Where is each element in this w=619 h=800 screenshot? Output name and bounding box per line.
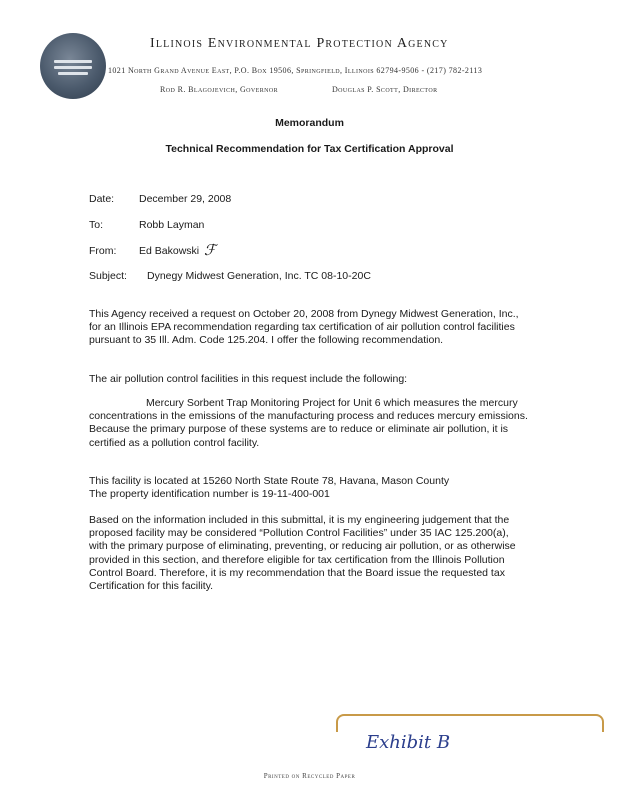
intro-paragraph: This Agency received a request on October 20, 2008 from Dynegy Midwest Generation, Inc., for an Illinois EPA recommendation regarding tax certification of air pollution control facilities pursuant to 35 Ill. Adm. Code 125.204. I offer the following recommendation. [89, 308, 519, 347]
recycled-paper-note: Printed on Recycled Paper [263, 772, 356, 780]
from-value: Ed Bakowski [139, 245, 200, 257]
exhibit-label: Exhibit B [366, 732, 451, 753]
to-label: To: [89, 219, 104, 231]
governor-name: Rod R. Blagojevich, Governor [160, 85, 278, 94]
date-value: December 29, 2008 [139, 193, 232, 205]
to-value: Robb Layman [139, 219, 205, 231]
facility-location: This facility is located at 15260 North State Route 78, Havana, Mason County [89, 475, 450, 487]
date-label: Date: [89, 193, 115, 205]
agency-address: 1021 North Grand Avenue East, P.O. Box 19506, Springfield, Illinois 62794-9506 - (217) 782-2113 [108, 66, 483, 75]
property-id: The property identification number is 19-11-400-001 [89, 488, 330, 500]
memo-subheading: Technical Recommendation for Tax Certification Approval [165, 143, 454, 155]
initials-signature: ℱ [204, 241, 216, 259]
subject-label: Subject: [89, 270, 127, 282]
seal-stripe [54, 60, 92, 63]
facility-description: Mercury Sorbent Trap Monitoring Project for Unit 6 which measures the mercury concentrations in the emissions of the manufacturing process and reduces mercury emissions. Because the primary purpose of these systems are to reduce or eliminate air pollution, it is certified as a pollution control facility. [89, 397, 528, 449]
seal-stripe [58, 72, 88, 75]
exhibit-sticker-border [336, 714, 604, 732]
memo-heading: Memorandum [275, 117, 344, 129]
from-label: From: [89, 245, 117, 257]
seal-stripe [54, 66, 92, 69]
recommendation-paragraph: Based on the information included in this submittal, it is my engineering judgement that the proposed facility may be considered “Pollution Control Facilities” under 35 IAC 125.200(a), with the primary purpose of eliminating, preventing, or reducing air pollution, or as otherwise provided in this section, and therefore eligible for tax certification from the Illinois Pollution Control Board. Therefore, it is my recommendation that the Board issue the requested tax Certification for this facility. [89, 514, 516, 593]
facilities-intro: The air pollution control facilities in this request include the following: [89, 373, 408, 385]
exhibit-sticker [336, 714, 600, 753]
agency-seal-icon [40, 33, 106, 99]
subject-value: Dynegy Midwest Generation, Inc. TC 08-10-20C [147, 270, 371, 282]
agency-name: Illinois Environmental Protection Agency [150, 36, 449, 51]
director-name: Douglas P. Scott, Director [332, 85, 438, 94]
